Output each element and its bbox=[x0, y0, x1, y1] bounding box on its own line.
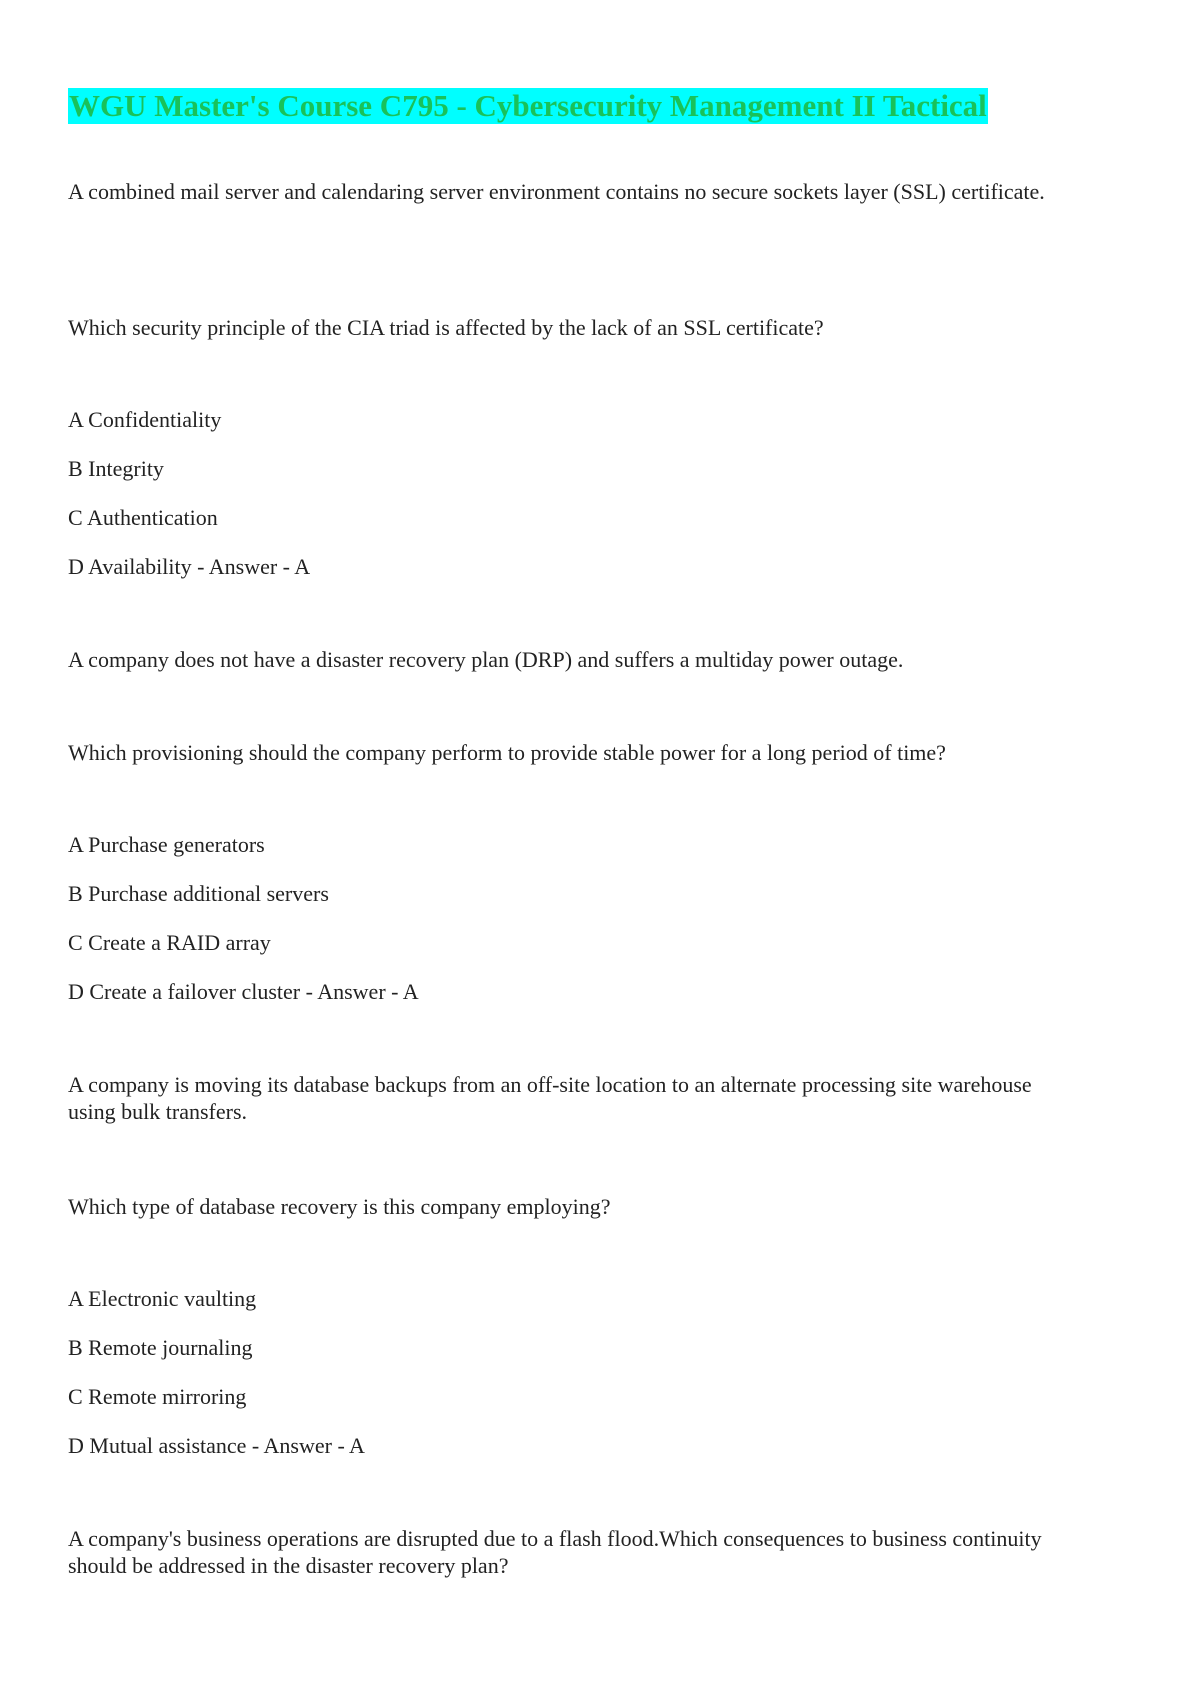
question-2-option-b: B Purchase additional servers bbox=[68, 881, 329, 906]
question-3-option-a: A Electronic vaulting bbox=[68, 1286, 257, 1311]
question-1-prompt: Which security principle of the CIA triad is affected by the lack of an SSL certificate? bbox=[68, 315, 824, 340]
document-title bbox=[68, 88, 988, 124]
question-3-option-b: B Remote journaling bbox=[68, 1335, 253, 1360]
question-2-option-d-answer: D Create a failover cluster - Answer - A bbox=[68, 979, 419, 1004]
question-2-scenario: A company does not have a disaster recovery plan (DRP) and suffers a multiday power outage. bbox=[68, 647, 904, 672]
highlighted-title-text: WGU Master's Course C795 - Cybersecurity Management II Tactical bbox=[69, 88, 987, 123]
question-1-option-d-answer: D Availability - Answer - A bbox=[68, 554, 311, 579]
question-2-option-a: A Purchase generators bbox=[68, 832, 265, 857]
question-4-scenario: A company's business operations are disrupted due to a flash flood.Which consequences to business continuity should be addressed in the disaster recovery plan? bbox=[68, 1526, 1042, 1578]
question-3-option-c: C Remote mirroring bbox=[68, 1384, 247, 1409]
question-2-option-c: C Create a RAID array bbox=[68, 930, 271, 955]
question-1-option-a: A Confidentiality bbox=[68, 407, 222, 432]
question-1-scenario: A combined mail server and calendaring server environment contains no secure sockets layer (SSL) certificate. bbox=[68, 179, 1045, 204]
question-2-prompt: Which provisioning should the company perform to provide stable power for a long period of time? bbox=[68, 740, 946, 765]
question-1-option-b: B Integrity bbox=[68, 456, 164, 481]
question-3-option-d-answer: D Mutual assistance - Answer - A bbox=[68, 1433, 365, 1458]
question-1-option-c: C Authentication bbox=[68, 505, 218, 530]
question-3-scenario: A company is moving its database backups from an off-site location to an alternate processing site warehouse using bulk transfers. bbox=[68, 1072, 1032, 1124]
question-3-prompt: Which type of database recovery is this company employing? bbox=[68, 1194, 611, 1219]
